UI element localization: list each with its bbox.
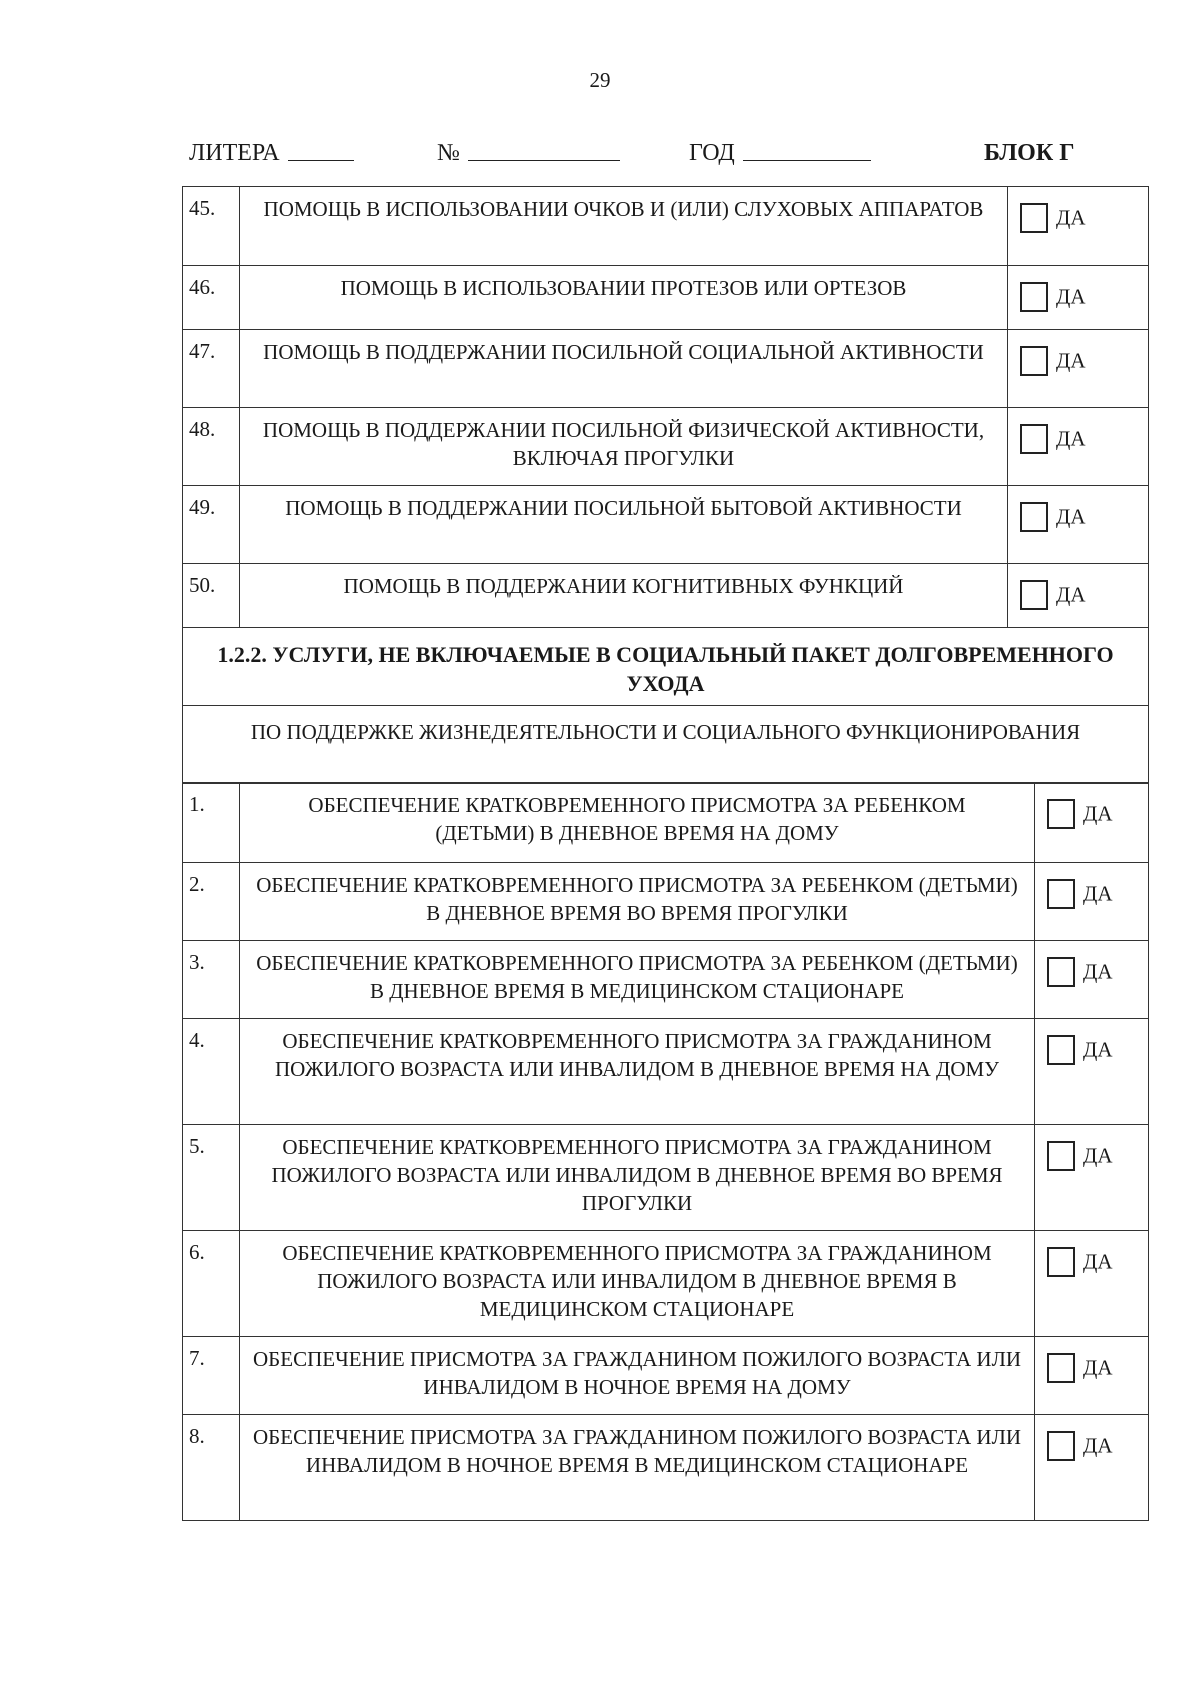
checkbox-label: ДА bbox=[1083, 959, 1113, 984]
table-row bbox=[183, 408, 1149, 486]
checkbox-label: ДА bbox=[1056, 582, 1086, 607]
year-label: ГОД bbox=[689, 140, 735, 166]
checkbox-label: ДА bbox=[1056, 426, 1086, 451]
litera-label: ЛИТЕРА bbox=[189, 140, 280, 166]
checkbox[interactable] bbox=[1020, 282, 1048, 312]
checkbox-cell[interactable] bbox=[1035, 1019, 1149, 1125]
checkbox-label: ДА bbox=[1056, 205, 1086, 230]
checkbox-cell[interactable] bbox=[1008, 486, 1149, 564]
checkbox[interactable] bbox=[1020, 580, 1048, 610]
table-row bbox=[183, 1231, 1149, 1337]
row-text: ОБЕСПЕЧЕНИЕ КРАТКОВРЕМЕННОГО ПРИСМОТРА ЗА ГРАЖДАНИНОМ ПОЖИЛОГО ВОЗРАСТА ИЛИ ИНВАЛИДОМ В ДНЕВНОЕ ВРЕМЯ НА ДОМУ bbox=[240, 1019, 1035, 1125]
row-number: 4. bbox=[183, 1019, 240, 1125]
litera-field bbox=[189, 140, 280, 167]
checkbox-cell[interactable] bbox=[1008, 266, 1149, 330]
row-number: 2. bbox=[183, 863, 240, 941]
page-number: 29 bbox=[589, 68, 611, 92]
services-table-continued bbox=[182, 782, 1149, 1521]
row-number: 49. bbox=[183, 486, 240, 564]
table-row bbox=[183, 330, 1149, 408]
checkbox-label: ДА bbox=[1083, 801, 1113, 826]
checkbox-cell[interactable] bbox=[1035, 1415, 1149, 1521]
table-row bbox=[183, 187, 1149, 266]
checkbox-label: ДА bbox=[1083, 1143, 1113, 1168]
checkbox-cell[interactable] bbox=[1035, 1231, 1149, 1337]
checkbox-cell[interactable] bbox=[1008, 187, 1149, 266]
row-text: ПОМОЩЬ В ПОДДЕРЖАНИИ КОГНИТИВНЫХ ФУНКЦИЙ bbox=[240, 564, 1008, 628]
row-text: ПОМОЩЬ В ПОДДЕРЖАНИИ ПОСИЛЬНОЙ ФИЗИЧЕСКОЙ АКТИВНОСТИ, ВКЛЮЧАЯ ПРОГУЛКИ bbox=[240, 408, 1008, 486]
year-blank[interactable] bbox=[743, 140, 871, 161]
checkbox[interactable] bbox=[1020, 502, 1048, 532]
checkbox-label: ДА bbox=[1056, 348, 1086, 373]
checkbox-label: ДА bbox=[1056, 504, 1086, 529]
checkbox[interactable] bbox=[1047, 1141, 1075, 1171]
number-blank[interactable] bbox=[468, 140, 620, 161]
row-text: ОБЕСПЕЧЕНИЕ КРАТКОВРЕМЕННОГО ПРИСМОТРА ЗА РЕБЕНКОМ (ДЕТЬМИ) В ДНЕВНОЕ ВРЕМЯ ВО ВРЕМЯ ПРОГУЛКИ bbox=[240, 863, 1035, 941]
table-row bbox=[183, 783, 1149, 863]
row-text: ОБЕСПЕЧЕНИЕ ПРИСМОТРА ЗА ГРАЖДАНИНОМ ПОЖИЛОГО ВОЗРАСТА ИЛИ ИНВАЛИДОМ В НОЧНОЕ ВРЕМЯ В МЕДИЦИНСКОМ СТАЦИОНАРЕ bbox=[240, 1415, 1035, 1521]
checkbox-label: ДА bbox=[1056, 284, 1086, 309]
form-header bbox=[189, 140, 1089, 174]
row-number: 7. bbox=[183, 1337, 240, 1415]
section-row bbox=[183, 628, 1149, 706]
table-row bbox=[183, 564, 1149, 628]
checkbox[interactable] bbox=[1047, 1431, 1075, 1461]
row-number: 6. bbox=[183, 1231, 240, 1337]
checkbox-cell[interactable] bbox=[1008, 564, 1149, 628]
row-text: ОБЕСПЕЧЕНИЕ КРАТКОВРЕМЕННОГО ПРИСМОТРА ЗА ГРАЖДАНИНОМ ПОЖИЛОГО ВОЗРАСТА ИЛИ ИНВАЛИДОМ В ДНЕВНОЕ ВРЕМЯ В МЕДИЦИНСКОМ СТАЦИОНАРЕ bbox=[240, 1231, 1035, 1337]
table-row bbox=[183, 941, 1149, 1019]
services-table bbox=[182, 186, 1149, 784]
checkbox-cell[interactable] bbox=[1035, 1125, 1149, 1231]
row-number: 5. bbox=[183, 1125, 240, 1231]
checkbox[interactable] bbox=[1047, 1353, 1075, 1383]
row-number: 8. bbox=[183, 1415, 240, 1521]
checkbox[interactable] bbox=[1020, 203, 1048, 233]
row-number: 3. bbox=[183, 941, 240, 1019]
checkbox-cell[interactable] bbox=[1008, 330, 1149, 408]
row-text: ПОМОЩЬ В ПОДДЕРЖАНИИ ПОСИЛЬНОЙ БЫТОВОЙ АКТИВНОСТИ bbox=[240, 486, 1008, 564]
number-label: № bbox=[437, 140, 460, 166]
checkbox-cell[interactable] bbox=[1008, 408, 1149, 486]
checkbox-cell[interactable] bbox=[1035, 783, 1149, 863]
row-text: ОБЕСПЕЧЕНИЕ КРАТКОВРЕМЕННОГО ПРИСМОТРА ЗА РЕБЕНКОМ (ДЕТЬМИ) В ДНЕВНОЕ ВРЕМЯ НА ДОМУ bbox=[240, 783, 1035, 863]
table-row bbox=[183, 1415, 1149, 1521]
row-text: ОБЕСПЕЧЕНИЕ КРАТКОВРЕМЕННОГО ПРИСМОТРА ЗА ГРАЖДАНИНОМ ПОЖИЛОГО ВОЗРАСТА ИЛИ ИНВАЛИДОМ В ДНЕВНОЕ ВРЕМЯ ВО ВРЕМЯ ПРОГУЛКИ bbox=[240, 1125, 1035, 1231]
checkbox[interactable] bbox=[1047, 799, 1075, 829]
row-number: 48. bbox=[183, 408, 240, 486]
year-field bbox=[689, 140, 735, 167]
checkbox-cell[interactable] bbox=[1035, 941, 1149, 1019]
row-number: 47. bbox=[183, 330, 240, 408]
table-row bbox=[183, 1125, 1149, 1231]
table-row bbox=[183, 1337, 1149, 1415]
block-label: БЛОК Г bbox=[984, 140, 1075, 166]
section-title: 1.2.2. УСЛУГИ, НЕ ВКЛЮЧАЕМЫЕ В СОЦИАЛЬНЫЙ ПАКЕТ ДОЛГОВРЕМЕННОГО УХОДА bbox=[183, 628, 1149, 706]
subsection-title: ПО ПОДДЕРЖКЕ ЖИЗНЕДЕЯТЕЛЬНОСТИ И СОЦИАЛЬНОГО ФУНКЦИОНИРОВАНИЯ bbox=[183, 706, 1149, 784]
row-text: ПОМОЩЬ В ИСПОЛЬЗОВАНИИ ПРОТЕЗОВ ИЛИ ОРТЕЗОВ bbox=[240, 266, 1008, 330]
checkbox[interactable] bbox=[1047, 1247, 1075, 1277]
checkbox-label: ДА bbox=[1083, 881, 1113, 906]
row-number: 50. bbox=[183, 564, 240, 628]
litera-blank[interactable] bbox=[288, 140, 354, 161]
checkbox-cell[interactable] bbox=[1035, 863, 1149, 941]
row-text: ПОМОЩЬ В ПОДДЕРЖАНИИ ПОСИЛЬНОЙ СОЦИАЛЬНОЙ АКТИВНОСТИ bbox=[240, 330, 1008, 408]
checkbox[interactable] bbox=[1047, 879, 1075, 909]
checkbox-label: ДА bbox=[1083, 1249, 1113, 1274]
table-row bbox=[183, 863, 1149, 941]
checkbox[interactable] bbox=[1020, 346, 1048, 376]
checkbox[interactable] bbox=[1047, 1035, 1075, 1065]
subsection-row bbox=[183, 706, 1149, 784]
row-number: 45. bbox=[183, 187, 240, 266]
table-row bbox=[183, 486, 1149, 564]
row-text: ОБЕСПЕЧЕНИЕ ПРИСМОТРА ЗА ГРАЖДАНИНОМ ПОЖИЛОГО ВОЗРАСТА ИЛИ ИНВАЛИДОМ В НОЧНОЕ ВРЕМЯ НА ДОМУ bbox=[240, 1337, 1035, 1415]
checkbox[interactable] bbox=[1047, 957, 1075, 987]
number-field bbox=[437, 140, 460, 167]
checkbox[interactable] bbox=[1020, 424, 1048, 454]
checkbox-label: ДА bbox=[1083, 1037, 1113, 1062]
table-row bbox=[183, 266, 1149, 330]
checkbox-label: ДА bbox=[1083, 1433, 1113, 1458]
table-row bbox=[183, 1019, 1149, 1125]
checkbox-cell[interactable] bbox=[1035, 1337, 1149, 1415]
row-text: ОБЕСПЕЧЕНИЕ КРАТКОВРЕМЕННОГО ПРИСМОТРА ЗА РЕБЕНКОМ (ДЕТЬМИ) В ДНЕВНОЕ ВРЕМЯ В МЕДИЦИНСКОМ СТАЦИОНАРЕ bbox=[240, 941, 1035, 1019]
row-text: ПОМОЩЬ В ИСПОЛЬЗОВАНИИ ОЧКОВ И (ИЛИ) СЛУХОВЫХ АППАРАТОВ bbox=[240, 187, 1008, 266]
checkbox-label: ДА bbox=[1083, 1355, 1113, 1380]
row-number: 46. bbox=[183, 266, 240, 330]
row-number: 1. bbox=[183, 783, 240, 863]
